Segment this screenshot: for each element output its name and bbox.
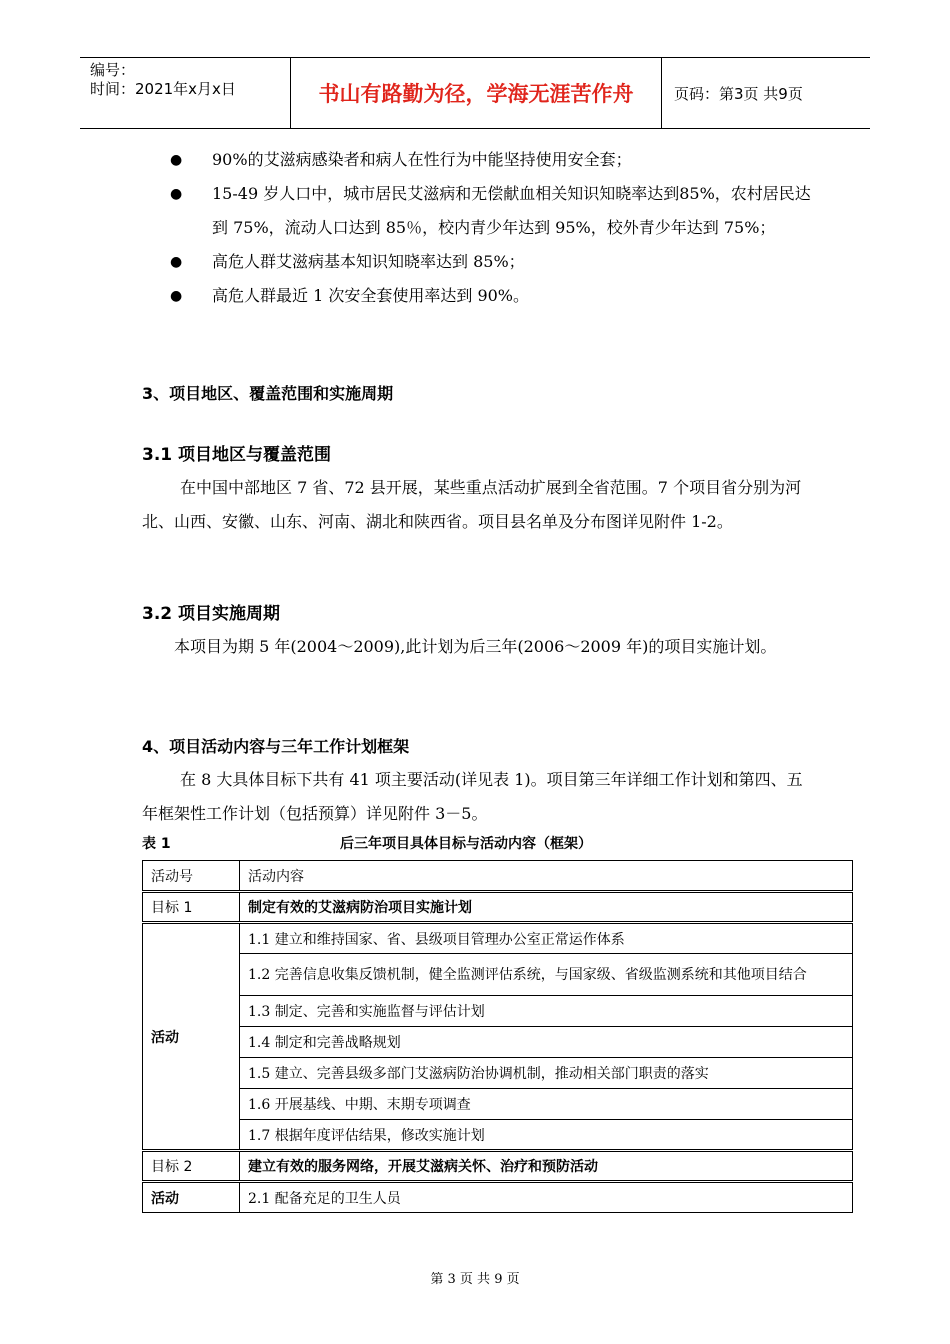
col-header-activity-no: 活动号 xyxy=(143,861,240,892)
bullet-item: ● 高危人群最近 1 次安全套使用率达到 90%。 xyxy=(170,279,820,313)
activity-label: 活动 xyxy=(143,923,240,1151)
table-caption xyxy=(142,833,742,853)
section-3-1-text: 在中国中部地区 7 省、72 县开展，某些重点活动扩展到全省范围。7 个项目省分别为河北、山西、安徽、山东、河南、湖北和陕西省。项目县名单及分布图详见附件 1-2。 xyxy=(142,478,802,531)
table-row xyxy=(143,1089,853,1120)
activity-cell: 1.6 开展基线、中期、末期专项调查 xyxy=(240,1089,853,1120)
header-motto: 书山有路勤为径，学海无涯苦作舟 xyxy=(290,58,662,128)
table-row xyxy=(143,1058,853,1089)
section-3-heading: 3、项目地区、覆盖范围和实施周期 xyxy=(142,384,394,403)
bullet-dot-icon: ● xyxy=(170,186,183,202)
table-row xyxy=(143,1120,853,1151)
activity-cell: 1.7 根据年度评估结果，修改实施计划 xyxy=(240,1120,853,1151)
table-row xyxy=(143,1182,853,1213)
activity-cell: 1.3 制定、完善和实施监督与评估计划 xyxy=(240,996,853,1027)
header-meta xyxy=(80,58,290,128)
table-title: 后三年项目具体目标与活动内容（框架） xyxy=(340,836,592,852)
bullet-item: ● 高危人群艾滋病基本知识知晓率达到 85%； xyxy=(170,245,820,279)
goal-label: 目标 2 xyxy=(143,1151,240,1182)
goal-bullet-list xyxy=(170,143,820,313)
goal-text: 建立有效的服务网络，开展艾滋病关怀、治疗和预防活动 xyxy=(240,1151,853,1182)
goal-text: 制定有效的艾滋病防治项目实施计划 xyxy=(240,892,853,923)
section-3-2-text: 本项目为期 5 年(2004～2009),此计划为后三年(2006～2009 年)的项目实施计划。 xyxy=(174,637,777,656)
col-header-activity-content: 活动内容 xyxy=(240,861,853,892)
activity-cell: 1.1 建立和维持国家、省、县级项目管理办公室正常运作体系 xyxy=(240,923,853,954)
page-footer: 第 3 页 共 9 页 xyxy=(430,1272,520,1287)
serial-label: 编号： xyxy=(90,61,136,79)
section-3-1-heading: 3.1 项目地区与覆盖范围 xyxy=(142,445,332,465)
bullet-dot-icon: ● xyxy=(170,254,183,270)
table-row xyxy=(143,954,853,996)
activity-label: 活动 xyxy=(143,1182,240,1213)
table-row xyxy=(143,1027,853,1058)
activity-cell: 1.5 建立、完善县级多部门艾滋病防治协调机制，推动相关部门职责的落实 xyxy=(240,1058,853,1089)
table-header-row xyxy=(143,861,853,892)
section-3-2-heading: 3.2 项目实施周期 xyxy=(142,604,281,624)
bullet-item: ● 15-49 岁人口中，城市居民艾滋病和无偿献血相关知识知晓率达到85%，农村居民达到 75%，流动人口达到 85％，校内青少年达到 95%，校外青少年达到 75%； xyxy=(170,177,820,245)
table-row xyxy=(143,923,853,954)
header-page-label: 页码：第3页 共9页 xyxy=(674,84,803,103)
table-label: 表 1 xyxy=(142,836,171,852)
bullet-item: ● 90%的艾滋病感染者和病人在性行为中能坚持使用安全套； xyxy=(170,143,820,177)
goal-row xyxy=(143,1151,853,1182)
goal-row xyxy=(143,892,853,923)
goal-label: 目标 1 xyxy=(143,892,240,923)
activity-table xyxy=(142,860,853,1213)
bullet-dot-icon: ● xyxy=(170,152,183,168)
table-row xyxy=(143,996,853,1027)
activity-cell: 2.1 配备充足的卫生人员 xyxy=(240,1182,853,1213)
page-header xyxy=(80,57,870,129)
bullet-dot-icon: ● xyxy=(170,288,183,304)
date-label: 时间：2021年x月x日 xyxy=(90,80,236,98)
section-4-heading: 4、项目活动内容与三年工作计划框架 xyxy=(142,737,410,756)
section-4-text: 在 8 大具体目标下共有 41 项主要活动(详见表 1)。项目第三年详细工作计划和第四、五年框架性工作计划（包括预算）详见附件 3－5。 xyxy=(142,770,803,823)
activity-cell: 1.2 完善信息收集反馈机制，健全监测评估系统，与国家级、省级监测系统和其他项目结合 xyxy=(240,954,853,996)
activity-cell: 1.4 制定和完善战略规划 xyxy=(240,1027,853,1058)
